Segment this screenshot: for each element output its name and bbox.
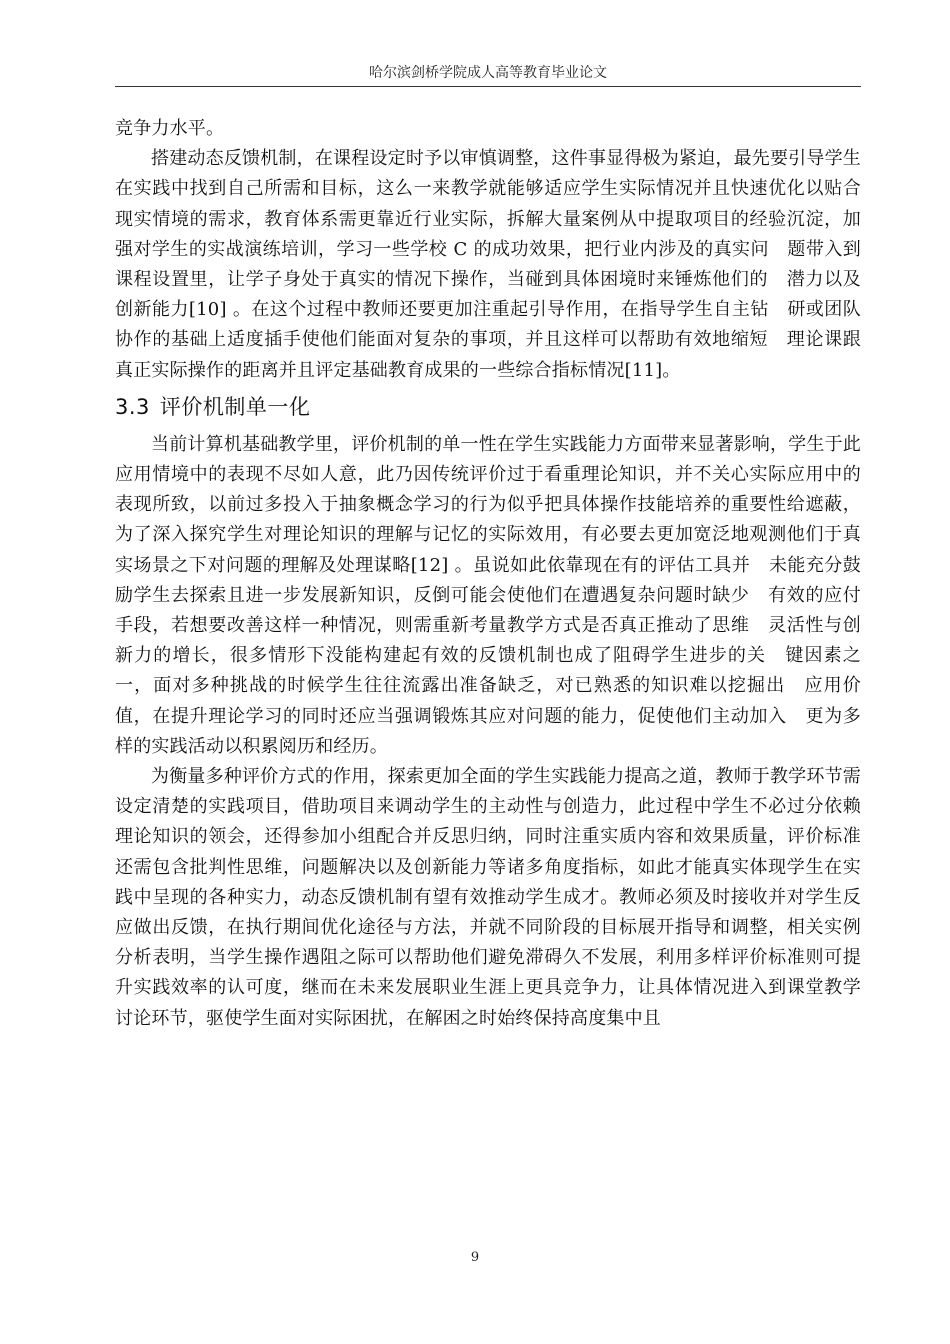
section-heading xyxy=(115,390,861,424)
section-number: 3.3 xyxy=(115,394,150,419)
running-header: 哈尔滨剑桥学院成人高等教育毕业论文 xyxy=(369,65,607,81)
page-number: 9 xyxy=(470,1250,480,1265)
document-body xyxy=(115,114,861,1034)
header-rule xyxy=(115,86,861,87)
paragraph-evaluation-single: 当前计算机基础教学里，评价机制的单一性在学生实践能力方面带来显著影响，学生于此应用情境中的表现不尽如人意，此乃因传统评价过于看重理论知识，并不关心实际应用中的表现所致，以前过多投入于抽象概念学习的行为似乎把具体操作技能培养的重要性给遮蔽，为了深入探究学生对理论知识的理解与记忆的实际效用，有必要去更加宽泛地观测他们于真实场景之下对问题的理解及处理谋略[12] 。虽说如此依靠现在有的评估工具并 未能充分鼓励学生去探索且进一步发展新知识，反倒可能会使他们在遭遇复杂问题时缺少 有效的应付手段，若想要改善这样一种情况，则需重新考量教学方式是否真正推动了思维 灵活性与创新力的增长，很多情形下没能构建起有效的反馈机制也成了阻碍学生进步的关 键因素之一，面对多种挑战的时候学生往往流露出准备缺乏，对已熟悉的知识难以挖掘出 应用价值，在提升理论学习的同时还应当强调锻炼其应对问题的能力，促使他们主动加入 更为多样的实践活动以积累阅历和经历。 xyxy=(115,433,861,757)
section-title: 评价机制单一化 xyxy=(159,394,311,419)
paragraph-continuation: 竞争力水平。 xyxy=(115,118,225,139)
paragraph-evaluation-diverse: 为衡量多种评价方式的作用，探索更加全面的学生实践能力提高之道，教师于教学环节需设定清楚的实践项目，借助项目来调动学生的主动性与创造力，此过程中学生不必过分依赖理论知识的领会，还得参加小组配合并反思归纳，同时注重实质内容和效果质量，评价标准还需包含批判性思维，问题解决以及创新能力等诸多角度指标，如此才能真实体现学生在实践中呈现的各种实力，动态反馈机制有望有效推动学生成才。教师必须及时接收并对学生反应做出反馈，在执行期间优化途径与方法，并就不同阶段的目标展开指导和调整，相关实例分析表明，当学生操作遇阻之际可以帮助他们避免滞碍久不发展，利用多样评价标准则可提升实践效率的认可度，继而在未来发展职业生涯上更具竞争力，让具体情况进入到课堂教学讨论环节，驱使学生面对实际困扰，在解困之时始终保持高度集中且 xyxy=(115,766,861,1029)
paragraph-feedback-mechanism: 搭建动态反馈机制，在课程设定时予以审慎调整，这件事显得极为紧迫，最先要引导学生在实践中找到自己所需和目标，这么一来教学就能够适应学生实际情况并且快速优化以贴合现实情境的需求，教育体系需更靠近行业实际，拆解大量案例从中提取项目的经验沉淀，加强对学生的实战演练培训，学习一些学校 C 的成功效果，把行业内涉及的真实问 题带入到课程设置里，让学子身处于真实的情况下操作，当碰到具体困境时来锤炼他们的 潜力以及创新能力[10] 。在这个过程中教师还要更加注重起引导作用，在指导学生自主钻 研或团队协作的基础上适度插手使他们能面对复杂的事项，并且这样可以帮助有效地缩短 理论课跟真正实际操作的距离并且评定基础教育成果的一些综合指标情况[11]。 xyxy=(115,148,861,381)
